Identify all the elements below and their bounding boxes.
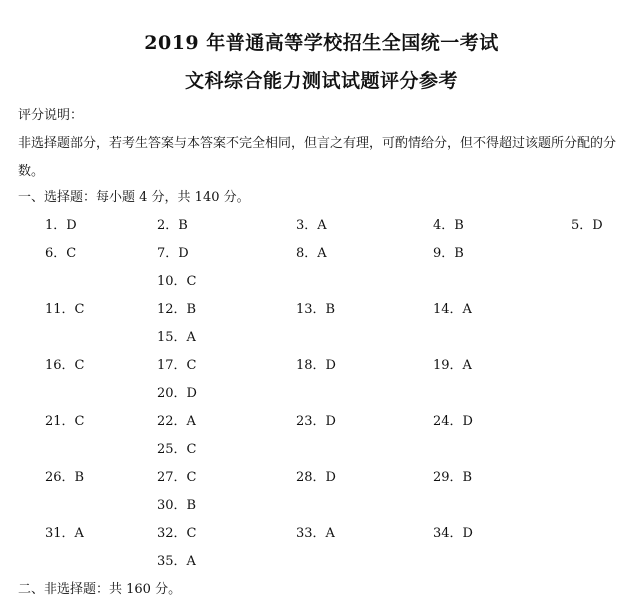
answer-item: 11．C	[45, 302, 85, 317]
answer-item: 32．C	[157, 526, 197, 541]
answer-item: 20．D	[157, 386, 197, 401]
answer-item: 1．D	[45, 218, 77, 233]
answer-item: 7．D	[157, 246, 189, 261]
answer-item: 14．A	[433, 302, 472, 317]
answer-item: 24．D	[433, 414, 473, 429]
answer-item: 18．D	[296, 358, 336, 373]
answer-item: 2．B	[157, 218, 188, 233]
answer-item: 22．A	[157, 414, 196, 429]
answer-item: 3．A	[296, 218, 327, 233]
answer-item: 5．D	[571, 218, 603, 233]
answer-item: 9．B	[433, 246, 464, 261]
section-heading-non-choice: 二、非选择题：共 160 分。	[18, 582, 182, 597]
answer-item: 10．C	[157, 274, 197, 289]
answer-item: 16．C	[45, 358, 85, 373]
answer-item: 27．C	[157, 470, 197, 485]
answer-item: 35．A	[157, 554, 196, 569]
answer-item: 26．B	[45, 470, 85, 485]
section-heading-choice: 一、选择题：每小题 4 分，共 140 分。	[18, 190, 250, 205]
answer-item: 15．A	[157, 330, 196, 345]
answer-item: 13．B	[296, 302, 336, 317]
answer-item: 23．D	[296, 414, 336, 429]
page-title: 2019 年普通高等学校招生全国统一考试	[144, 32, 499, 54]
answer-item: 28．D	[296, 470, 336, 485]
answer-item: 33．A	[296, 526, 335, 541]
answer-item: 8．A	[296, 246, 327, 261]
answer-item: 31．A	[45, 526, 84, 541]
answer-item: 12．B	[157, 302, 197, 317]
grading-notes-text: 非选择题部分，若考生答案与本答案不完全相同，但言之有理，可酌情给分，但不得超过该题所分配的分数。	[18, 136, 617, 179]
answer-item: 17．C	[157, 358, 197, 373]
answer-item: 30．B	[157, 498, 197, 513]
answer-item: 4．B	[433, 218, 464, 233]
answer-item: 6．C	[45, 246, 77, 261]
page-subtitle: 文科综合能力测试试题评分参考	[184, 70, 458, 92]
answer-item: 21．C	[45, 414, 85, 429]
answer-item: 19．A	[433, 358, 472, 373]
answer-item: 34．D	[433, 526, 473, 541]
answer-item: 25．C	[157, 442, 197, 457]
answer-item: 29．B	[433, 470, 473, 485]
grading-notes-label: 评分说明：	[18, 108, 84, 123]
